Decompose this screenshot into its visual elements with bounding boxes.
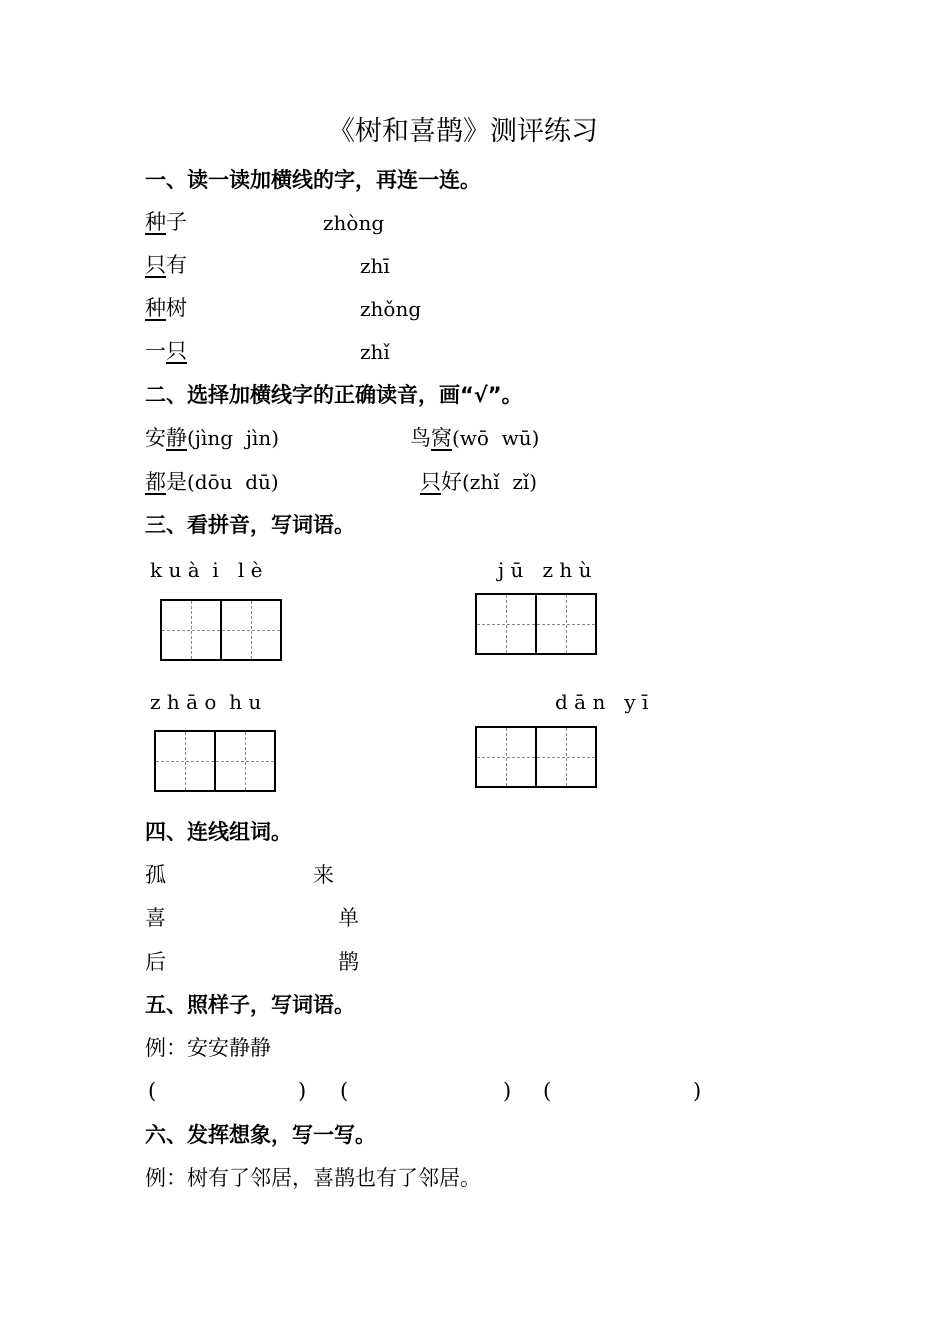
s5-example: 例：安安静静 xyxy=(145,1036,271,1060)
s3-pinyin-2: j ū z h ù xyxy=(498,558,592,582)
s5-blank-3-close: ) xyxy=(693,1079,702,1103)
s3-writing-grid-4[interactable] xyxy=(475,726,597,788)
s1-pinyin-3: zhǒng xyxy=(360,297,422,321)
s4-right-1: 来 xyxy=(313,863,334,887)
s2-item-2: 鸟窝(wō wū) xyxy=(410,426,540,450)
s2-item-4: 只好(zhǐ zǐ) xyxy=(420,470,538,494)
section6-heading: 六、发挥想象，写一写。 xyxy=(145,1123,376,1147)
s5-blank-2-close: ) xyxy=(503,1079,512,1103)
s3-pinyin-1: k u à i l è xyxy=(150,558,263,582)
s3-pinyin-4: d ā n y ī xyxy=(555,690,649,714)
s5-blank-2-open: ( xyxy=(340,1079,349,1103)
s1-pinyin-1: zhòng xyxy=(323,211,385,235)
section4-heading: 四、连线组词。 xyxy=(145,820,292,844)
s2-item-3: 都是(dōu dū) xyxy=(145,470,279,494)
section5-heading: 五、照样子，写词语。 xyxy=(145,993,355,1017)
s1-word-2: 只有 xyxy=(145,253,187,277)
s3-writing-grid-2[interactable] xyxy=(475,593,597,655)
s1-pinyin-4: zhǐ xyxy=(360,340,390,364)
section1-heading: 一、读一读加横线的字，再连一连。 xyxy=(145,168,481,192)
s1-pinyin-2: zhī xyxy=(360,254,390,278)
s3-writing-grid-1[interactable] xyxy=(160,599,282,661)
s4-right-2: 单 xyxy=(338,906,359,930)
section2-heading: 二、选择加横线字的正确读音，画“√”。 xyxy=(145,383,523,407)
s1-word-1: 种子 xyxy=(145,210,187,234)
s2-item-1: 安静(jìng jìn) xyxy=(145,426,280,450)
s4-left-3: 后 xyxy=(145,950,166,974)
s1-word-4: 一只 xyxy=(145,339,187,363)
s4-left-1: 孤 xyxy=(145,863,166,887)
s5-blank-1-close: ) xyxy=(298,1079,307,1103)
s6-example: 例：树有了邻居，喜鹊也有了邻居。 xyxy=(145,1166,481,1190)
s3-writing-grid-3[interactable] xyxy=(154,730,276,792)
s5-blank-1-open: ( xyxy=(148,1079,157,1103)
s3-pinyin-3: z h ā o h u xyxy=(150,690,262,714)
s1-word-3: 种树 xyxy=(145,296,187,320)
s4-left-2: 喜 xyxy=(145,906,166,930)
s4-right-3: 鹊 xyxy=(338,950,359,974)
s5-blank-3-open: ( xyxy=(543,1079,552,1103)
section3-heading: 三、看拼音，写词语。 xyxy=(145,513,355,537)
page-title: 《树和喜鹊》测评练习 xyxy=(328,116,598,147)
